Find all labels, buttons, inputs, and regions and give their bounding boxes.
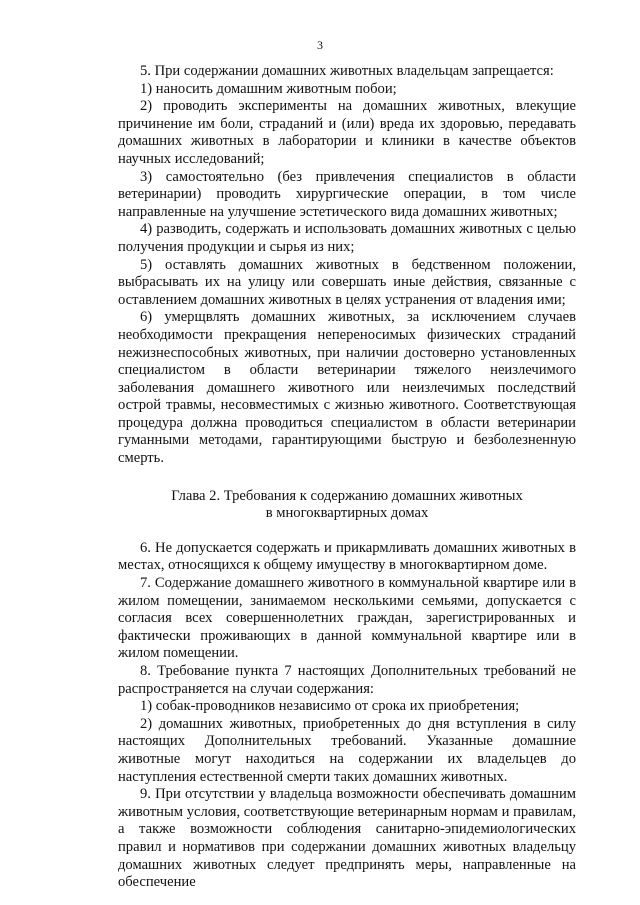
paragraph-6: 6. Не допускается содержать и прикармливать домашних животных в местах, относящихся к общему имуществу в многоквартирном доме. [118, 539, 576, 574]
paragraph-5-item-4: 4) разводить, содержать и использовать домашних животных с целью получения продукции и сырья из них; [118, 221, 576, 255]
chapter-title-line-1: Глава 2. Требования к содержанию домашних животных [171, 487, 523, 504]
paragraph-5-item-3: 3) самостоятельно (без привлечения специалистов в области ветеринарии) проводить хирургические операции, в том числе направленные на улучшение эстетического вида домашних животных; [118, 168, 576, 220]
paragraph-8-intro: 8. Требование пункта 7 настоящих Дополнительных требований не распространяется на случаи содержания: [118, 663, 576, 697]
paragraph-5-item-1: 1) наносить домашним животным побои; [140, 80, 397, 97]
paragraph-5-item-5: 5) оставлять домашних животных в бедственном положении, выбрасывать их на улицу или совершать иные действия, связанные с оставлением домашних животных в целях устранения от владения ими; [118, 256, 576, 308]
paragraph-5-item-6: 6) умерщвлять домашних животных, за исключением случаев необходимости прекращения непереносимых физических страданий нежизнеспособных животных, при наличии достоверно установленных специалистом в области ветеринарии тяжелого неизлечимого заболевания домашнего животного или неизлечимых последствий острой травмы, несовместимых с жизнью животного. Соответствующая процедура должна проводиться специалистом в области ветеринарии гуманными методами, гарантирующими быструю и безболезненную смерть. [118, 309, 576, 467]
paragraph-9: 9. При отсутствии у владельца возможности обеспечивать домашним животным условия, соответствующие ветеринарным нормам и правилам, а также возможности соблюдения санитарно-эпидемиологических правил и нормативов при содержании домашних животных владельцу домашних животных следует предпринять меры, направленные на обеспечение [118, 786, 576, 891]
paragraph-8-item-1: 1) собак-проводников независимо от срока их приобретения; [140, 698, 520, 715]
paragraph-8-item-2: 2) домашних животных, приобретенных до дня вступления в силу настоящих Дополнительных требований. Указанные домашние животные могут находиться на содержании их владельцев до наступления естественной смерти таких домашних животных. [118, 715, 576, 785]
document-body [118, 63, 576, 892]
page-number: 3 [317, 38, 323, 52]
paragraph-7: 7. Содержание домашнего животного в коммунальной квартире или в жилом помещении, занимаемом несколькими семьями, допускается с согласия всех совершеннолетних граждан, зарегистрированных и фактически проживающих в данной коммунальной квартире или в жилом помещении. [118, 575, 576, 662]
chapter-title-line-2: в многоквартирных домах [265, 505, 429, 522]
chapter-title [118, 488, 576, 523]
paragraph-5-intro: 5. При содержании домашних животных владельцам запрещается: [140, 63, 554, 79]
paragraph-5-item-2: 2) проводить эксперименты на домашних животных, влекущие причинение им боли, страданий и (или) вреда их здоровью, передавать домашних животных в лаборатории и клиники в качестве объектов научных исследований; [118, 98, 576, 167]
